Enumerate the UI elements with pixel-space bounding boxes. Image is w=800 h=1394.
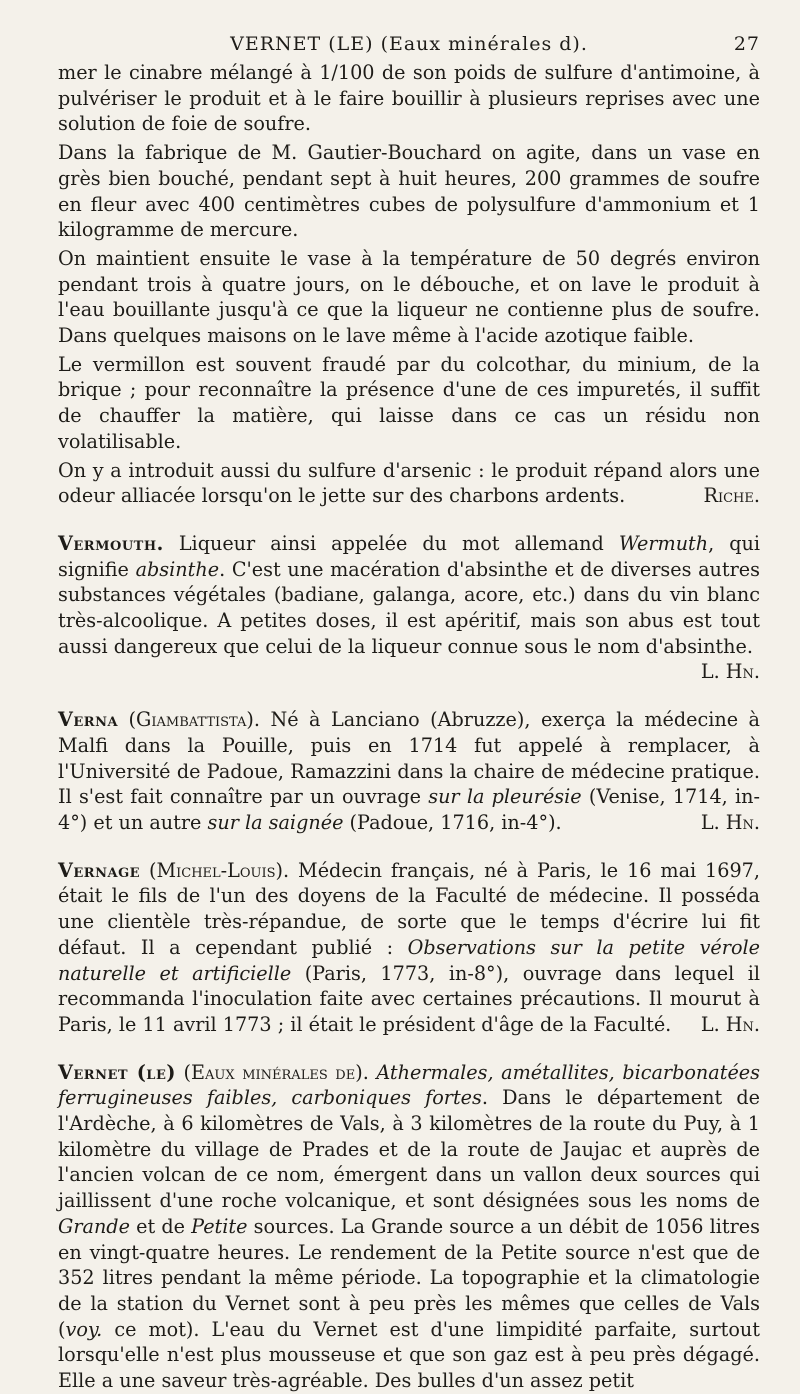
entry-vernet	[58, 1060, 760, 1394]
entry-text: sources. La Grande source a un débit de 1056 litres en vingt-quatre heures. Le rendement de la Petite source n'est que de 352 litres pendant la même période. La topographie et la climatologie de la station du Vernet sont à peu près les mêmes que celles de Vals (	[58, 1214, 760, 1341]
entry-vermouth	[58, 531, 761, 684]
continued-paragraph-1: mer le cinabre mélangé à 1/100 de son poids de sulfure d'antimoine, à pulvériser le produit et à le faire bouillir à plusieurs reprises avec une solution de foie de soufre.	[58, 61, 760, 136]
entry-italic: Grande	[58, 1214, 130, 1238]
entry-text: et de	[129, 1214, 192, 1238]
author-signature: Riche.	[703, 484, 760, 508]
entry-text: (Paris, 1773, in-8°), ouvrage dans lequel il recommanda l'inoculation faite avec certaines précautions. Il mourut à Paris, le 11 avril 1773 ; il était le président d'âge de la Faculté.	[58, 961, 760, 1036]
entry-text: Liqueur ainsi appelée du mot allemand	[178, 531, 619, 555]
entry-italic: Wermuth	[618, 531, 709, 555]
entry-italic: sur la pleurésie	[428, 785, 582, 809]
entry-vernage	[58, 858, 760, 1038]
entry-headword: Verna	[58, 708, 119, 732]
entry-text: ce mot). L'eau du Vernet est d'une limpidité parfaite, surtout lorsqu'elle n'est plus mousseuse et que son gaz est à peu près dégagé. Elle a une saveur très-agréable. Des bulles d'un assez petit	[58, 1317, 760, 1393]
entry-subtitle: (Eaux minérales de).	[183, 1060, 369, 1084]
continued-paragraph-3: On maintient ensuite le vase à la température de 50 degrés environ pendant trois à quatre jours, on le débouche, et on lave le produit à l'eau bouillante jusqu'à ce que la liqueur ne contienne plus de soufre. Dans quelques maisons on le lave même à l'acide azotique faible.	[58, 246, 760, 348]
entry-text: (Venise, 1714, in-4°) et un autre	[58, 785, 760, 834]
entry-italic: Athermales, amétallites, bicarbonatées ferrugineuses faibles, carboniques fortes	[58, 1060, 760, 1110]
entry-italic: sur la saignée	[207, 810, 344, 834]
entry-text: , qui signifie	[58, 531, 761, 581]
entry-forename: (Giambattista).	[128, 708, 260, 732]
entry-text: (Padoue, 1716, in-4°).	[343, 810, 562, 834]
page-number: 27	[733, 33, 760, 55]
entry-forename: (Michel-Louis).	[149, 858, 290, 882]
running-title: VERNET (LE) (Eaux minérales d).	[230, 33, 588, 55]
entry-italic: voy.	[65, 1317, 103, 1341]
entry-text: Né à Lanciano (Abruzze), exerça la médecine à Malfi dans la Pouille, puis en 1714 fut appelé à remplacer, à l'Université de Padoue, Ramazzini dans la chaire de médecine pratique. Il s'est fait connaître par un ouvrage	[58, 708, 760, 809]
page-body	[58, 60, 760, 1394]
paragraph-text: On y a introduit aussi du sulfure d'arsenic : le produit répand alors une odeur alliacée lorsqu'on le jette sur des charbons ardents.	[58, 458, 760, 508]
author-signature: L. Hn.	[700, 1012, 760, 1036]
entry-italic: Observations sur la petite vérole naturelle et artificielle	[58, 935, 760, 985]
entry-headword: Vernage	[58, 858, 141, 882]
continued-paragraph-2: Dans la fabrique de M. Gautier-Bouchard on agite, dans un vase en grès bien bouché, pendant sept à huit heures, 200 grammes de soufre en fleur avec 400 centimètres cubes de polysulfure d'ammonium et 1 kilogramme de mercure.	[58, 141, 760, 242]
author-signature: L. Hn.	[700, 810, 760, 834]
entry-italic: absinthe	[135, 557, 220, 581]
entry-text: Médecin français, né à Paris, le 16 mai 1697, était le fils de l'un des doyens de la Faculté de médecine. Il posséda une clientèle très-répandue, de sorte que le temps d'écrire lui fit défaut. Il a cependant publié :	[58, 858, 760, 959]
continued-paragraph-5	[58, 458, 760, 509]
entry-italic: Petite	[191, 1214, 248, 1238]
entry-headword: Vermouth.	[58, 531, 164, 555]
continued-paragraph-4: Le vermillon est souvent fraudé par du colcothar, du minium, de la brique ; pour reconnaître la présence d'une de ces impuretés, il suffit de chauffer la matière, qui laisse dans ce cas un résidu non volatilisable.	[58, 352, 760, 453]
entry-headword: Vernet (le)	[58, 1060, 176, 1084]
entry-text: . Dans le département de l'Ardèche, à 6 kilomètres de Vals, à 3 kilomètres de la route du Puy, à 1 kilomètre du village de Prades et de la route de Jaujac et auprès de l'ancien volcan de ce nom, émergent dans un vallon deux sources qui jaillissent d'une roche volcanique, et sont désignées sous les noms de	[58, 1086, 760, 1213]
running-header	[58, 28, 760, 60]
author-signature: L. Hn.	[700, 660, 760, 684]
entry-text: . C'est une macération d'absinthe et de diverses autres substances végétales (badiane, galanga, acore, etc.) dans du vin blanc très-alcoolique. A petites doses, il est apéritif, mais son abus est tout aussi dangereux que celui de la liqueur connue sous le nom d'absinthe.	[58, 557, 760, 658]
entry-verna	[58, 707, 760, 836]
